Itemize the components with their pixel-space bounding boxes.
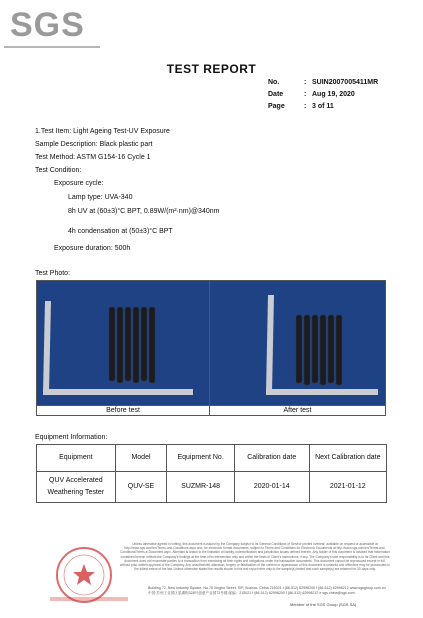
footer-member: Member of the SGS Group (SGS SA)	[290, 602, 357, 607]
equipment-name: QUV Accelerated Weathering Tester	[37, 472, 116, 503]
footer-address-cn: 中国·苏州工业园区星湖街328号创意产业园72号楼 邮编：215021 t (86-512) 62996200 f (86-512) 62998212 e sgs.china@sgs.com	[148, 591, 355, 595]
report-date: Aug 19, 2020	[312, 91, 355, 98]
sgs-logo	[4, 4, 100, 48]
page-number: 3 of 11	[312, 103, 334, 110]
column-header: Equipment	[37, 445, 116, 472]
equipment-model: QUV-SE	[115, 472, 167, 503]
test-condition-label: Test Condition:	[35, 167, 82, 174]
meta-colon: :	[304, 79, 307, 86]
meta-key: Page	[268, 103, 285, 110]
stamp-seal-icon	[48, 545, 130, 605]
next-calibration-date: 2021-01-12	[309, 472, 386, 503]
footer-disclaimer: Unless otherwise agreed in writing, this document is issued by the Company subject to its General Conditions of Service printed overleaf, available on request or accessible at http://www.sgs.com/en/Terms-and-Conditions.aspx and, for electronic format documents, subject to Terms and Conditions for Electronic Documents at http://www.sgs.com/en/Terms-and-Conditions/Terms-e-Document.aspx. Attention is drawn to the limitation of liability, indemnification and jurisdiction issues defined therein. Any holder of this document is advised that information contained hereon reflects the Company's findings at the time of its intervention only and within the limits of Client's instructions, if any. The Company's sole responsibility is to its Client and this document does not exonerate parties to a transaction from exercising all their rights and obligations under the transaction documents. This document cannot be reproduced except in full, without prior written approval of the Company. Any unauthorized alteration, forgery or falsification of the content or appearance of this document is unlawful and offenders may be prosecuted to the fullest extent of the law. Unless otherwise stated the results shown in this test report refer only to the sample(s) tested and such sample(s) are retained for 30 days only.	[120, 542, 390, 572]
logo-underline	[4, 46, 100, 48]
after-test-caption: After test	[283, 407, 312, 414]
column-header: Next Calibration date	[309, 445, 386, 472]
exposure-cycle-label: Exposure cycle:	[54, 180, 104, 187]
meta-colon: :	[304, 103, 307, 110]
sample-description: Sample Description: Black plastic part	[35, 141, 153, 148]
report-number: SUIN2007005411MR	[312, 79, 379, 86]
report-title: TEST REPORT	[166, 62, 257, 76]
equipment-table	[36, 444, 387, 503]
report-meta	[268, 77, 378, 113]
footer-address	[148, 586, 388, 596]
uv-cycle-line: 8h UV at (60±3)°C BPT, 0.89W/(m²·nm)@340nm	[68, 208, 220, 215]
meta-colon: :	[304, 91, 307, 98]
equipment-number: SUZMR-148	[167, 472, 235, 503]
before-test-image	[37, 281, 209, 405]
meta-row-date	[268, 89, 378, 101]
condensation-cycle-line: 4h condensation at (50±3)°C BPT	[68, 228, 173, 235]
meta-row-number	[268, 77, 378, 89]
company-stamp	[48, 545, 130, 605]
exposure-duration: Exposure duration: 500h	[54, 245, 131, 252]
photo-caption-row	[37, 405, 385, 416]
logo-text: SGS	[10, 6, 85, 44]
test-method: Test Method: ASTM G154-16 Cycle 1	[35, 154, 151, 161]
meta-row-page	[268, 101, 378, 113]
meta-key: Date	[268, 91, 284, 98]
calibration-date: 2020-01-14	[234, 472, 309, 503]
meta-key: No.	[268, 79, 280, 86]
column-header: Calibration date	[234, 445, 309, 472]
photo-table	[36, 280, 386, 416]
test-item: 1.Test Item: Light Ageing Test-UV Exposure	[35, 128, 170, 135]
lamp-type: Lamp type: UVA-340	[68, 194, 133, 201]
before-test-caption: Before test	[37, 406, 210, 416]
after-test-photo	[210, 281, 385, 405]
before-test-photo	[37, 281, 210, 405]
after-test-image	[210, 281, 385, 405]
footer-address-en: Building 72, New Industry Square, No.78 Xinghu Street, SIP, Suzhou, China 215021 t (86-512) 62996200 f (86-512) 62998212 www.sgsgroup.com.cn	[148, 586, 386, 590]
column-header: Equipment No.	[167, 445, 235, 472]
equipment-header-row	[37, 445, 387, 472]
equipment-heading: Equipment Information:	[35, 434, 108, 441]
table-row	[37, 472, 387, 503]
column-header: Model	[115, 445, 167, 472]
test-photo-label: Test Photo:	[35, 270, 71, 277]
